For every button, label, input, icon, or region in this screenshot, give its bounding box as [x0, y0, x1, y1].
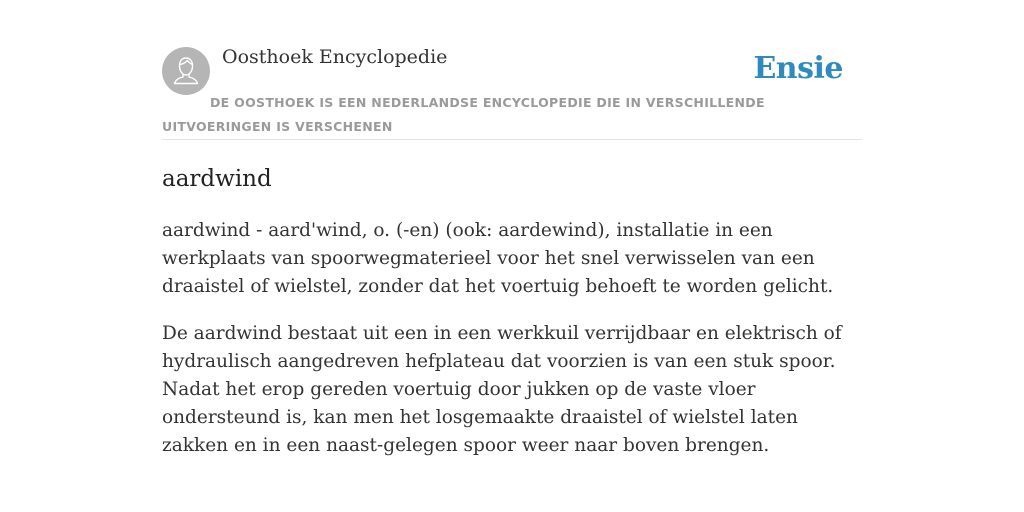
- author-tagline: DE OOSTHOEK IS EEN NEDERLANDSE ENCYCLOPEDIE DIE IN VERSCHILLENDE UITVOERINGEN IS VERSCHENEN: [162, 95, 765, 134]
- avatar[interactable]: [162, 47, 210, 95]
- article-title: aardwind: [162, 166, 272, 192]
- author-name[interactable]: Oosthoek Encyclopedie: [222, 46, 448, 68]
- user-silhouette-icon: [162, 47, 210, 95]
- header: [162, 44, 862, 140]
- article-paragraph: aardwind - aard'wind, o. (-en) (ook: aardewind), installatie in een werkplaats van spoorwegmaterieel voor het snel verwisselen van een draaistel of wielstel, zonder dat het voertuig behoeft te worden gelicht.: [162, 220, 834, 297]
- page: [162, 44, 862, 460]
- article-paragraph: De aardwind bestaat uit een in een werkkuil verrijdbaar en elektrisch of hydraulisch aangedreven hefplateau dat voorzien is van een stuk spoor. Nadat het erop gereden voertuig door jukken op de vaste vloer ondersteund is, kan men het losgemaakte draaistel of wielstel laten zakken en in een naast-gelegen spoor weer naar boven brengen.: [162, 323, 842, 456]
- brand-logo[interactable]: Ensie: [753, 51, 843, 86]
